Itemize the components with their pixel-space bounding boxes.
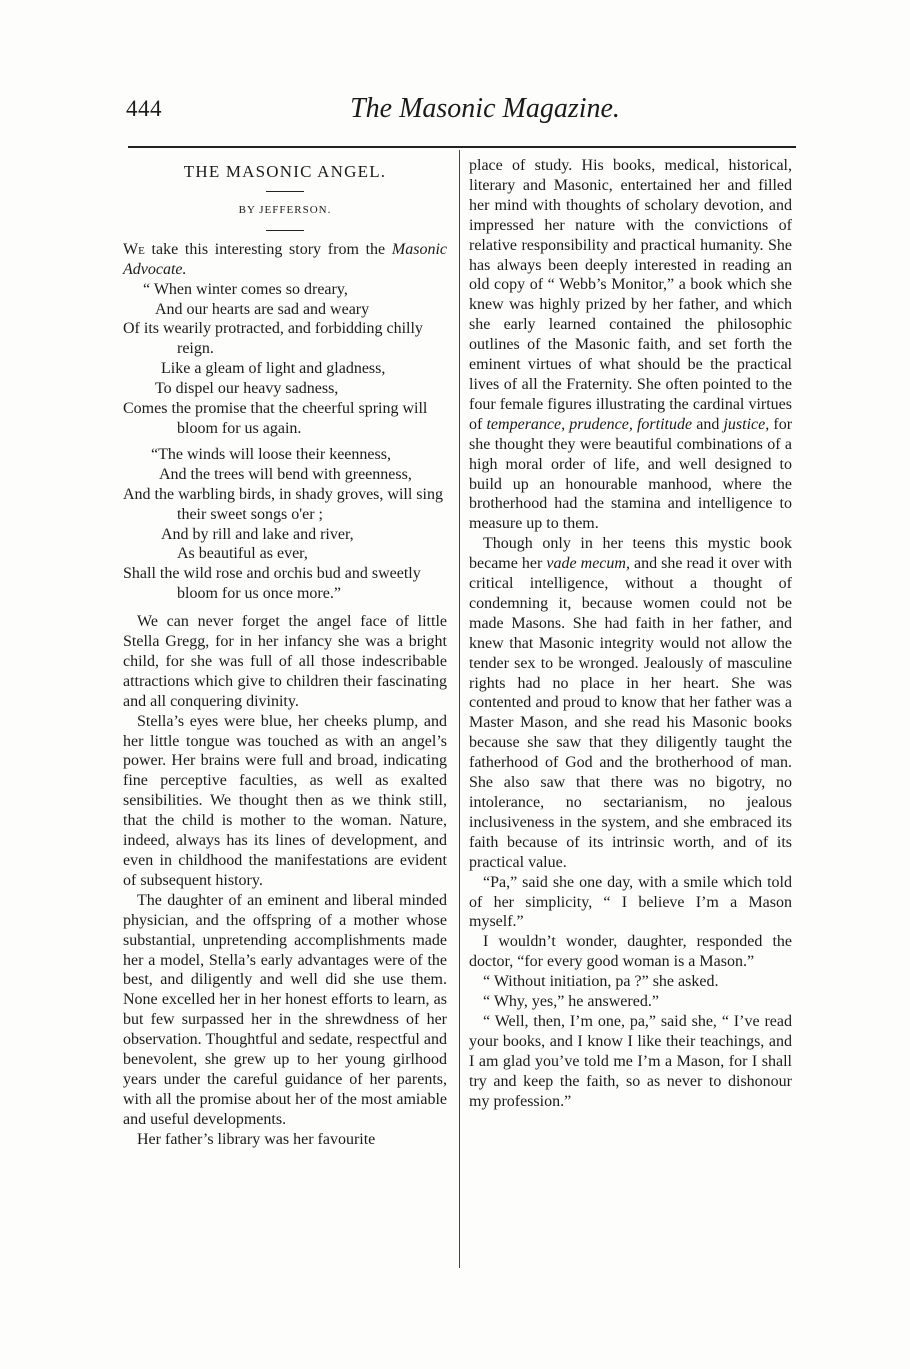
italic-term: temperance, xyxy=(486,415,566,433)
italic-term: prudence, xyxy=(569,415,633,433)
italic-term: justice, xyxy=(723,415,770,433)
poem-line: And the trees will bend with greenness, xyxy=(159,465,412,483)
byline-rule xyxy=(266,230,304,231)
intro-paragraph xyxy=(123,240,447,280)
italic-term: fortitude xyxy=(636,415,693,433)
poem-line: To dispel our heavy sadness, xyxy=(155,380,339,398)
poem-line: “ When winter comes so dreary, xyxy=(143,280,348,298)
text-run: place of study. His books, medical, historical, literary and Masonic, entertained her and filled her mind with thoughts of scholary devotion, and impressed her nature with the convictions of relative responsibility and practical humanity. She has always been deeply interested in reading an old copy of “ Webb’s Monitor,” a book which she knew was highly prized by her father, and which she early learned contained the philosophic outlines of the Masonic faith, and set forth the eminent virtues of what should be the practical lives of all the Fraternity. She often pointed to the four female figures illustrating the cardinal virtues of xyxy=(469,157,792,433)
body-paragraph: We can never forget the angel face of little Stella Gregg, for in her infancy she was a bright child, for she was full of all those indescribable attractions which give to children their fascinating and all conquering divinity. xyxy=(123,613,447,710)
poem-line: As beautiful as ever, xyxy=(177,545,308,563)
header-rule xyxy=(128,146,796,148)
body-paragraph: “ Why, yes,” he answered.” xyxy=(483,993,659,1011)
text-run: and she read it over with critical intelligence, without a thought of condemning it, because women could not be made Masons. She had faith in her father, and knew that Masonic integrity would not allow the tender sex to be wronged. Jealously of masculine rights had no place in her heart. She was contented and proud to know that her father was a Master Mason, and she read his Masonic books because she saw that they diligently taught the fatherhood of God and the brotherhood of man. She also saw that there was no bigotry, no intolerance, no sectarianism, no jealous inclusiveness in the system, and she embraced its faith because of its intrinsic worth, and of its practical value. xyxy=(469,555,793,871)
italic-term: vade mecum, xyxy=(546,555,630,573)
text-run: for she thought they were beautiful combinations of a high moral order of life, and well designed to build up an honourable manhood, where the brotherhood had the stamina and intelligence to measure up to them. xyxy=(469,415,793,533)
body-paragraph: Her father’s library was her favourite xyxy=(137,1130,376,1148)
body-paragraph: Stella’s eyes were blue, her cheeks plump, and her little tongue was touched as with an angel’s power. Her brains were full and broad, indicating fine perceptive faculties, as well as exalted sensibilities. We thought then as we think still, that the child is mother to the woman. Nature, indeed, always has its lines of development, and even in childhood the manifestations are evident of subsequent history. xyxy=(123,712,447,889)
left-column xyxy=(123,156,447,1150)
poem-line: Of its wearily protracted, and forbidding chilly reign. xyxy=(123,320,423,358)
poem-line: Comes the promise that the cheerful spring will bloom for us again. xyxy=(123,400,428,437)
poem-line: Like a gleam of light and gladness, xyxy=(161,360,386,378)
text-run: Though only in her teens this mystic book became her xyxy=(469,535,792,573)
body-paragraph: The daughter of an eminent and liberal minded physician, and the offspring of a mother whose substantial, unpretending accomplishments made her a model, Stella’s early advantages were of the best, and diligently and well did she use them. None excelled her in her honest efforts to learn, as but few surpassed her in the shrewdness of her observation. Thoughtful and sedate, respectful and benevolent, she grew up to her young girlhood years under the careful guidance of her parents, with all the promise about her of the most amiable and useful developments. xyxy=(123,891,447,1128)
body-paragraph: “ Well, then, I’m one, pa,” said she, “ I’ve read your books, and I know I like their teachings, and I am glad you’ve told me I’m a Mason, for I shall try and keep the faith, so as never to dishonour my profession.” xyxy=(469,1012,792,1110)
body-paragraph xyxy=(469,156,792,534)
text-run: and xyxy=(692,415,724,433)
right-column xyxy=(469,156,792,1112)
page-number: 444 xyxy=(126,96,162,121)
byline: BY JEFFERSON. xyxy=(238,203,332,216)
body-paragraph: I wouldn’t wonder, daughter, responded the doctor, “for every good woman is a Mason.” xyxy=(469,933,792,971)
title-rule xyxy=(266,191,304,192)
body-paragraph: “ Without initiation, pa ?” she asked. xyxy=(483,973,719,991)
column-divider xyxy=(459,150,460,1268)
poem-line: Shall the wild rose and orchis bud and sweetly bloom for us once more.” xyxy=(123,565,421,603)
poem-line: And the warbling birds, in shady groves, will sing their sweet songs o'er ; xyxy=(123,485,443,523)
running-title: The Masonic Magazine. xyxy=(350,93,620,124)
poem xyxy=(123,280,447,605)
article-title: THE MASONIC ANGEL. xyxy=(183,162,387,181)
poem-line: And by rill and lake and river, xyxy=(161,525,354,543)
intro-source: Masonic Advocate. xyxy=(123,240,447,278)
poem-line: And our hearts are sad and weary xyxy=(155,300,370,318)
intro-first-word: We xyxy=(123,240,145,258)
intro-text: take this interesting story from the xyxy=(144,240,392,258)
body-paragraph xyxy=(469,534,792,872)
poem-stanza-2 xyxy=(123,445,447,604)
body-paragraph: “Pa,” said she one day, with a smile which told of her simplicity, “ I believe I’m a Mason myself.” xyxy=(469,873,792,931)
poem-line: “The winds will loose their keenness, xyxy=(151,445,391,463)
